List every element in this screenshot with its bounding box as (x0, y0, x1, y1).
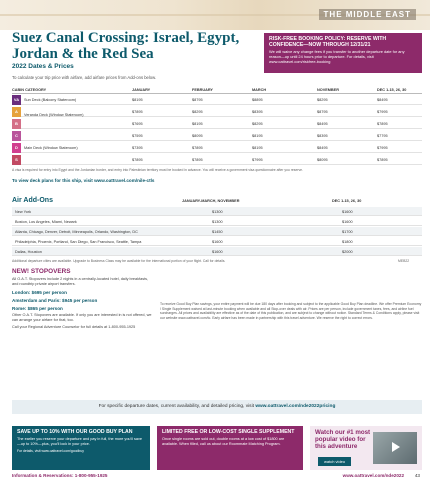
addon-price: $1600 (342, 209, 353, 214)
addon-price: $1600 (212, 239, 223, 244)
price-cell: $8195 (252, 134, 263, 138)
good-buy-heading: SAVE UP TO 10% WITH OUR GOOD BUY PLAN (17, 429, 133, 435)
addons-header-col1: JANUARY-MARCH, NOVEMBER (182, 199, 240, 203)
price-cell: $7995 (377, 146, 388, 150)
single-supplement-box (157, 426, 303, 470)
price-cell: $8295 (192, 110, 203, 114)
header-banner (0, 0, 430, 30)
cabin-code: D (12, 143, 21, 153)
price-cell: $7895 (377, 122, 388, 126)
video-heading: Watch our #1 most popular video for this adventure (315, 429, 371, 450)
stopovers-heading: NEW! STOPOVERS (12, 268, 71, 275)
addon-city: Boston, Los Angeles, Miami, Newark (15, 219, 77, 224)
cabin-code: S (12, 155, 21, 165)
addon-price: $1600 (342, 219, 353, 224)
addon-price: $1800 (342, 239, 353, 244)
price-cell: $8095 (317, 158, 328, 162)
cabin-code: A (12, 107, 21, 117)
page-number: 43 (414, 473, 420, 478)
addon-row (12, 247, 422, 256)
cabin-code: C (12, 131, 21, 141)
single-supplement-text: Once single rooms are sold out, double rooms at a low cost of $1800 are available. When filled, call us about our Roommate Matching Program. (162, 437, 285, 446)
price-table-header (12, 86, 422, 94)
cabin-name: Sun Deck (Balcony Stateroom) (24, 98, 77, 102)
header-cabin: CABIN CATEGORY (12, 88, 47, 92)
addon-city: Dallas, Houston (15, 249, 42, 254)
price-cell: $7895 (377, 158, 388, 162)
price-cell: $8395 (317, 134, 328, 138)
risk-free-promo (264, 33, 422, 73)
addons-note: Additional departure cities are available. Upgrade to Business Class may be available for the international portion of your flight. Call for details. (12, 259, 226, 263)
video-promo-box (310, 426, 422, 470)
addon-city: New York (15, 209, 32, 214)
price-cell: $7895 (132, 110, 143, 114)
price-cell: $7995 (377, 110, 388, 114)
stopover-amsterdam-paris: Amsterdam and Paris: $945 per person (12, 298, 98, 303)
watch-video-button[interactable]: watch video (318, 457, 351, 466)
price-cell: $8895 (252, 98, 263, 102)
specific-departures-bar (12, 400, 422, 414)
addons-header-col2: DEC 1-15, 26, 30 (332, 199, 362, 203)
stopovers-text: All O.A.T. Stopovers include 2 nights in a centrally-located hotel, daily breakfasts, and roundtrip private airport transfers. (12, 277, 149, 286)
footer-url[interactable]: www.oattravel.com/nde2022 (342, 473, 404, 478)
price-cell: $8795 (317, 110, 328, 114)
header-nov: NOVEMBER (317, 88, 339, 92)
cabin-code: VA (12, 95, 21, 105)
price-cell: $7895 (192, 158, 203, 162)
addon-row (12, 227, 422, 236)
table-row (12, 155, 422, 165)
good-buy-text: The earlier you reserve your departure and pay in full, the more you'll save—up to 10%—plus, you'll lock in your price. (17, 437, 143, 446)
price-cell: $8095 (192, 134, 203, 138)
price-cell: $8795 (192, 98, 203, 102)
page-subtitle: 2022 Dates & Prices (12, 63, 74, 70)
header-dec: DEC 1-15, 26, 30 (377, 88, 407, 92)
play-icon[interactable] (392, 442, 400, 452)
veranda-deck-label: Veranda Deck (Window Stateroom) (24, 113, 84, 117)
addon-row (12, 237, 422, 246)
price-cell: $7595 (132, 134, 143, 138)
promo-text: We will waive any change fees if you transfer to another departure date for any reason—up until 24 hours prior to departure. For details, visit www.oattravel.com/riskfree-booking (269, 49, 405, 64)
page-title: Suez Canal Crossing: Israel, Egypt, Jordan & the Red Sea (12, 30, 240, 62)
terms-text: To receive Good Buy Plan savings, your entire payment will be due 180 days after booking and subject to the applicable Good Buy Plan deadline. We offer Premium Economy / Single Supplement waived at last-minute booking when available and all Stop-over deals with air. Prices are per person, include government taxes, fees, and airline fuel surcharges. All prices and availability are effective as of the date of this publication, and are subject to change without notice. Standard Terms & Conditions apply, please visit our website www.oattravel.com/tc. Early airfare has been made in partnership with this travel adventure. We reserve the right to correct errors. (160, 302, 422, 320)
addon-city: Atlanta, Chicago, Denver, Detroit, Minneapolis, Orlando, Washington, DC (15, 229, 138, 234)
section-tag: THE MIDDLE EAST (319, 9, 416, 20)
table-row (12, 131, 422, 141)
price-cell: $8195 (132, 98, 143, 102)
table-row (12, 95, 422, 105)
price-cell: $8495 (377, 98, 388, 102)
stopover-rome: Rome: $865 per person (12, 306, 63, 311)
deck-plan-link[interactable]: To view deck plans for this ship, visit www.oattravel.com/nile-ctls (12, 178, 155, 183)
good-buy-plan-box (12, 426, 150, 470)
price-cell: $7695 (132, 122, 143, 126)
header-feb: FEBRUARY (192, 88, 213, 92)
addon-row (12, 217, 422, 226)
specific-link[interactable]: www.oattravel.com/nde2022pricing (255, 404, 336, 409)
promo-heading: RISK-FREE BOOKING POLICY: RESERVE WITH CONFIDENCE—NOW THROUGH 12/31/21 (269, 36, 387, 48)
stopovers-call: Call your Regional Adventure Counselor for full details at 1-800-955-1925 (12, 325, 136, 329)
price-cell: $8395 (252, 110, 263, 114)
footer-phone: Information & Reservations: 1-800-955-1925 (12, 473, 108, 478)
cabin-code: B (12, 119, 21, 129)
addon-price: $1600 (212, 249, 223, 254)
addon-price: $1700 (342, 229, 353, 234)
addon-price: $1300 (212, 209, 223, 214)
stopovers-other: Other O.A.T. Stopovers are available. If only you are interested in is not offered, we can arrange your airfare for that, too. (12, 313, 152, 322)
intro-text: To calculate your trip price with airfare, add airfare prices from Add-ons below. (12, 75, 157, 80)
addons-title: Air Add-Ons (12, 197, 53, 204)
addon-row (12, 207, 422, 216)
header-mar: MARCH (252, 88, 267, 92)
price-cell: $7895 (192, 146, 203, 150)
addon-price: $1300 (212, 219, 223, 224)
price-cell: $8495 (317, 146, 328, 150)
table-row (12, 143, 422, 153)
cabin-name: Main Deck (Window Stateroom) (24, 146, 78, 150)
price-cell: $8295 (252, 122, 263, 126)
price-cell: $8195 (252, 146, 263, 150)
price-cell: $7395 (132, 146, 143, 150)
visa-note: A visa is required for entry into Egypt and the Jordanian border, and entry into Palestinian territory must be booked in advance. You will receive a government visa questionnaire after you reserve. (12, 168, 304, 172)
price-cell: $7795 (377, 134, 388, 138)
price-cell: $8495 (317, 122, 328, 126)
addon-price: $2000 (342, 249, 353, 254)
addon-city: Philadelphia, Phoenix, Portland, San Diego, San Francisco, Seattle, Tampa (15, 239, 142, 244)
price-cell: $8295 (317, 98, 328, 102)
single-supplement-heading: LIMITED FREE OR LOW-COST SINGLE SUPPLEMENT (162, 429, 295, 435)
specific-text: For specific departure dates, current availability, and detailed pricing, visit (98, 404, 254, 409)
price-cell: $7995 (252, 158, 263, 162)
table-row (12, 119, 422, 129)
stopovers-section (12, 268, 152, 330)
addons-code: MEB22 (398, 259, 410, 263)
stopover-london: London: $695 per person (12, 290, 67, 295)
good-buy-link[interactable]: For details, visit www.oattravel.com/goodbuy (17, 449, 84, 454)
price-cell: $8195 (192, 122, 203, 126)
header-jan: JANUARY (132, 88, 151, 92)
addon-price: $1450 (212, 229, 223, 234)
price-cell: $7895 (132, 158, 143, 162)
